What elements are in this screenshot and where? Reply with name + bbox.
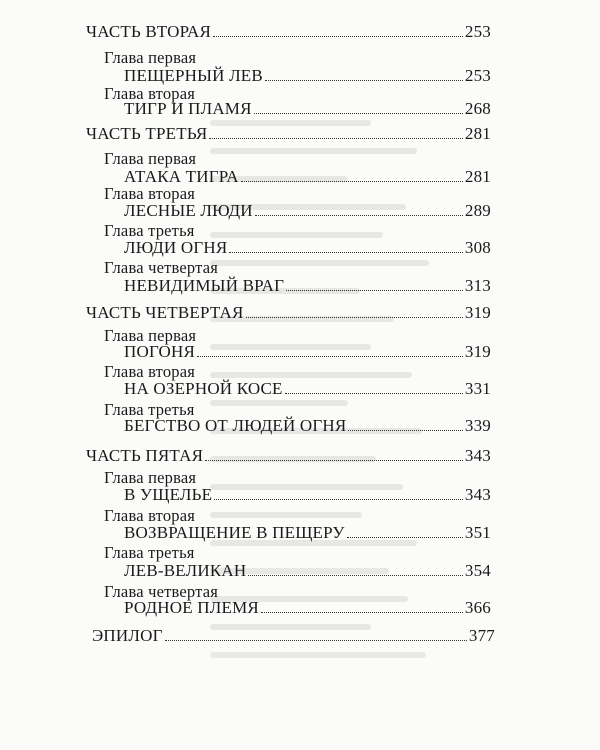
page-number: 354	[464, 561, 491, 580]
chapter-title: РОДНОЕ ПЛЕМЯ	[124, 598, 259, 617]
chapter-title: ЛЕВ-ВЕЛИКАН	[124, 561, 247, 580]
chapter-label: Глава вторая	[104, 184, 196, 203]
page-number: 331	[464, 379, 491, 398]
dot-leader	[248, 574, 463, 576]
toc-chapter-entry	[124, 238, 491, 258]
dot-leader	[286, 289, 463, 291]
chapter-title: ЛЮДИ ОГНЯ	[124, 238, 228, 257]
chapter-title: ЛЕСНЫЕ ЛЮДИ	[124, 201, 253, 220]
dot-leader	[265, 79, 463, 81]
page-number: 281	[464, 167, 491, 186]
dot-leader	[254, 112, 463, 114]
chapter-title: НА ОЗЕРНОЙ КОСЕ	[124, 379, 283, 398]
page-number: 289	[464, 201, 491, 220]
chapter-title: В УЩЕЛЬЕ	[124, 485, 213, 504]
toc-chapter-entry	[124, 201, 491, 221]
dot-leader	[209, 137, 462, 139]
part-title: ЧАСТЬ ВТОРАЯ	[86, 22, 212, 41]
toc-chapter-entry	[124, 598, 491, 618]
page-number: 343	[464, 485, 491, 504]
toc-part-entry	[86, 22, 491, 42]
page-number: 377	[468, 626, 495, 645]
dot-leader	[285, 392, 463, 394]
page-number: 308	[464, 238, 491, 257]
dot-leader	[213, 35, 463, 37]
toc-part-entry	[86, 303, 491, 323]
chapter-title: НЕВИДИМЫЙ ВРАГ	[124, 276, 285, 295]
dot-leader	[165, 639, 467, 641]
chapter-label: Глава четвертая	[104, 582, 219, 601]
toc-part-entry	[86, 124, 491, 144]
dot-leader	[246, 316, 463, 318]
page-number: 253	[464, 66, 491, 85]
chapter-label: Глава вторая	[104, 84, 196, 103]
chapter-label: Глава первая	[104, 149, 197, 168]
dot-leader	[241, 180, 463, 182]
page-number: 366	[464, 598, 491, 617]
toc-chapter-entry	[124, 485, 491, 505]
chapter-title: ТИГР И ПЛАМЯ	[124, 99, 252, 118]
toc-chapter-entry	[124, 561, 491, 581]
toc-chapter-entry	[124, 276, 491, 296]
page-number: 343	[464, 446, 491, 465]
toc-chapter-entry	[124, 66, 491, 86]
chapter-title: АТАКА ТИГРА	[124, 167, 239, 186]
chapter-label: Глава четвертая	[104, 258, 219, 277]
toc-chapter-entry	[124, 416, 491, 436]
part-title: ЧАСТЬ ПЯТАЯ	[86, 446, 204, 465]
chapter-title: ПЕЩЕРНЫЙ ЛЕВ	[124, 66, 263, 85]
dot-leader	[229, 251, 463, 253]
toc-chapter-entry	[124, 523, 491, 543]
dot-leader	[197, 355, 463, 357]
chapter-title: БЕГСТВО ОТ ЛЮДЕЙ ОГНЯ	[124, 416, 347, 435]
chapter-label: Глава третья	[104, 221, 195, 240]
toc-part-entry	[86, 446, 491, 466]
chapter-label: Глава первая	[104, 468, 197, 487]
part-title: ЧАСТЬ ЧЕТВЕРТАЯ	[86, 303, 244, 322]
page-number: 268	[464, 99, 491, 118]
page-number: 351	[464, 523, 491, 542]
chapter-label: Глава третья	[104, 543, 195, 562]
toc-chapter-entry	[124, 379, 491, 399]
chapter-label: Глава вторая	[104, 506, 196, 525]
part-title: ЭПИЛОГ	[92, 626, 163, 645]
part-title: ЧАСТЬ ТРЕТЬЯ	[86, 124, 208, 143]
page-number: 313	[464, 276, 491, 295]
chapter-label: Глава третья	[104, 400, 195, 419]
toc-chapter-entry	[124, 342, 491, 362]
toc-chapter-entry	[124, 99, 491, 119]
chapter-label: Глава первая	[104, 48, 197, 67]
dot-leader	[214, 498, 463, 500]
dot-leader	[347, 536, 463, 538]
dot-leader	[261, 611, 463, 613]
chapter-label: Глава вторая	[104, 362, 196, 381]
dot-leader	[255, 214, 463, 216]
page-number: 253	[464, 22, 491, 41]
dot-leader	[348, 429, 462, 431]
chapter-title: ВОЗВРАЩЕНИЕ В ПЕЩЕРУ	[124, 523, 345, 542]
page-number: 339	[464, 416, 491, 435]
page-number: 319	[464, 342, 491, 361]
dot-leader	[205, 459, 463, 461]
toc-part-entry	[92, 626, 495, 646]
chapter-label: Глава первая	[104, 326, 197, 345]
chapter-title: ПОГОНЯ	[124, 342, 196, 361]
page-number: 281	[464, 124, 491, 143]
page-number: 319	[464, 303, 491, 322]
